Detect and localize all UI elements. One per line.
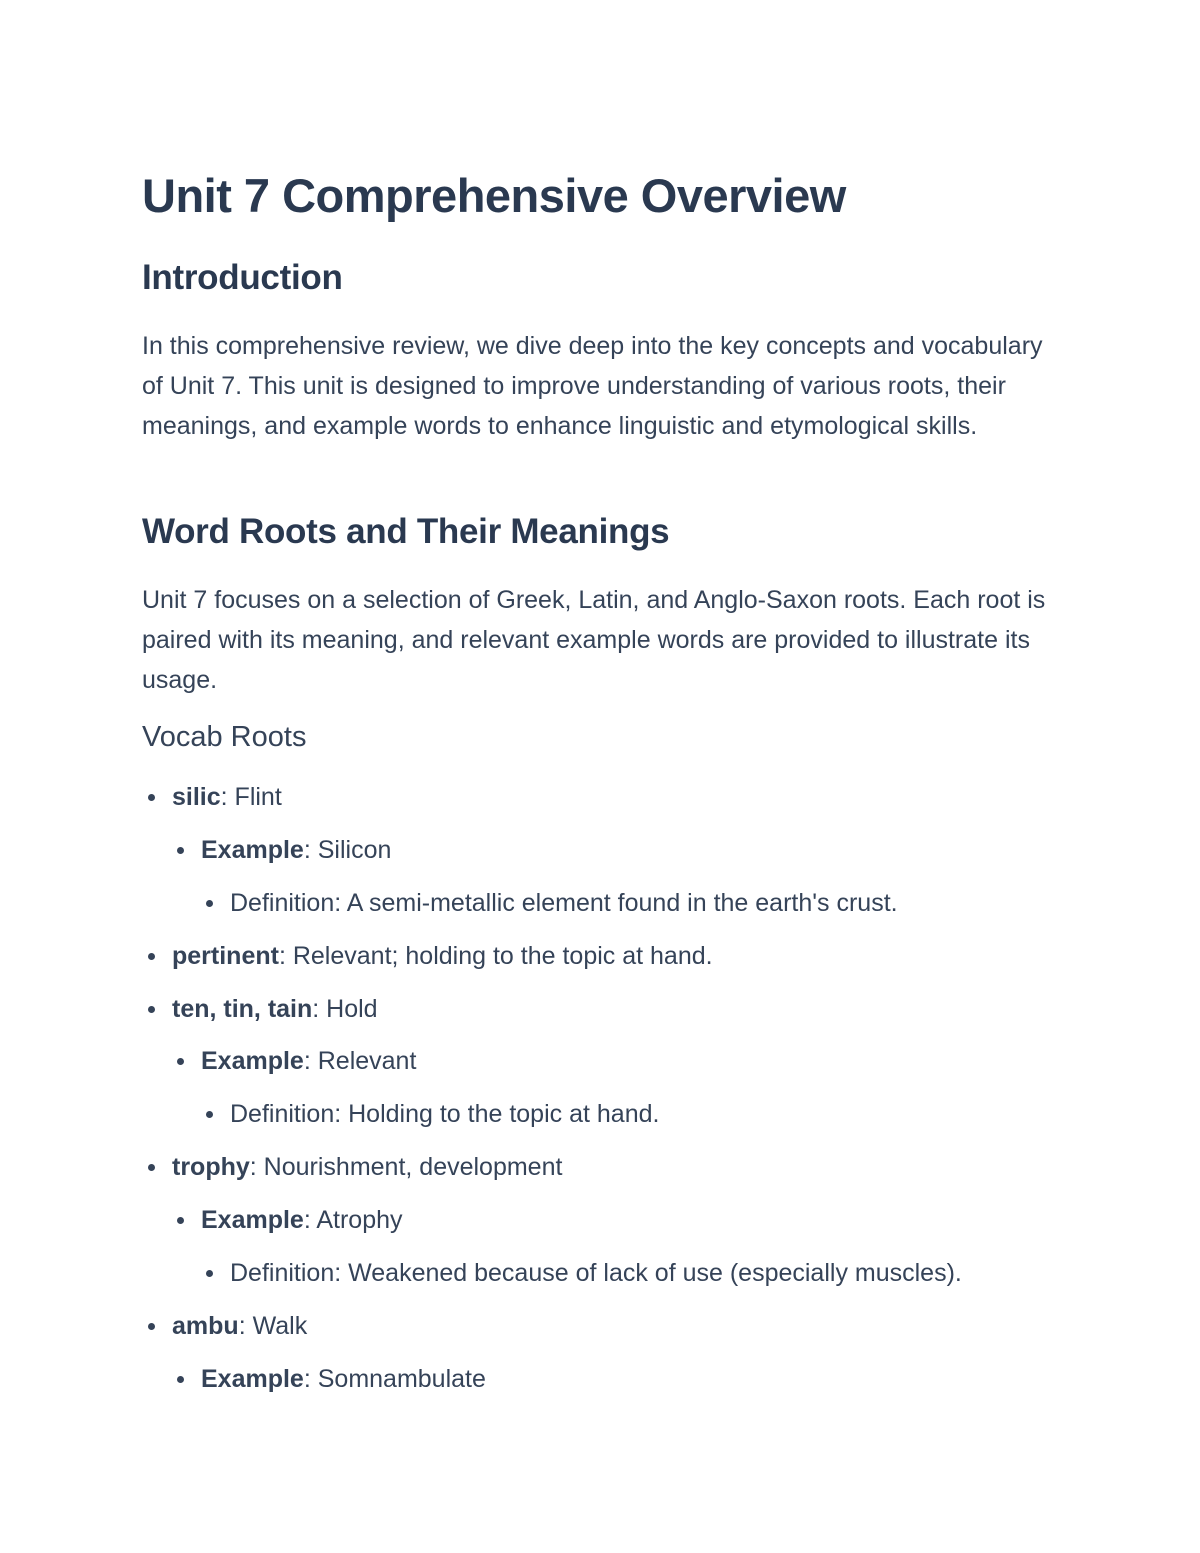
bullet-icon bbox=[206, 1270, 213, 1277]
list-item bbox=[172, 1151, 562, 1183]
example-word: : Somnambulate bbox=[303, 1365, 486, 1393]
bullet-icon bbox=[177, 847, 184, 854]
list-item bbox=[172, 781, 282, 813]
example-label: Example bbox=[201, 1047, 304, 1075]
list-item bbox=[172, 940, 713, 972]
root-term: ambu bbox=[172, 1312, 239, 1340]
list-item bbox=[201, 1045, 416, 1077]
bullet-icon bbox=[206, 900, 213, 907]
root-meaning: : Relevant; holding to the topic at hand. bbox=[278, 942, 713, 970]
introduction-heading: Introduction bbox=[142, 258, 343, 297]
bullet-icon bbox=[148, 794, 155, 801]
root-term: trophy bbox=[172, 1153, 250, 1181]
list-item bbox=[230, 1098, 659, 1130]
list-item bbox=[201, 834, 391, 866]
introduction-paragraph: In this comprehensive review, we dive deep into the key concepts and vocabulary of Unit 7. This unit is designed to improve understanding of various roots, their meanings, and example words to enhance linguistic and etymological skills. bbox=[142, 332, 1043, 440]
definition-text: Definition: Weakened because of lack of use (especially muscles). bbox=[230, 1259, 962, 1287]
example-label: Example bbox=[201, 1365, 304, 1393]
root-meaning: : Walk bbox=[238, 1312, 308, 1340]
list-item bbox=[172, 1310, 307, 1342]
bullet-icon bbox=[148, 1006, 155, 1013]
vocab-roots-subheading: Vocab Roots bbox=[142, 721, 307, 753]
root-term: silic bbox=[172, 783, 221, 811]
root-meaning: : Flint bbox=[220, 783, 282, 811]
example-word: : Relevant bbox=[303, 1047, 417, 1075]
list-item bbox=[172, 993, 378, 1025]
example-label: Example bbox=[201, 836, 304, 864]
list-item bbox=[230, 887, 898, 919]
bullet-icon bbox=[148, 1323, 155, 1330]
root-term: ten, tin, tain bbox=[172, 995, 313, 1023]
list-item bbox=[230, 1257, 962, 1289]
roots-paragraph: Unit 7 focuses on a selection of Greek, Latin, and Anglo-Saxon roots. Each root is paired with its meaning, and relevant example words are provided to illustrate its usage. bbox=[142, 586, 1046, 694]
example-word: : Atrophy bbox=[303, 1206, 403, 1234]
root-meaning: : Hold bbox=[312, 995, 378, 1023]
page-title: Unit 7 Comprehensive Overview bbox=[142, 169, 846, 222]
bullet-icon bbox=[177, 1376, 184, 1383]
bullet-icon bbox=[206, 1111, 213, 1118]
bullet-icon bbox=[148, 1164, 155, 1171]
roots-heading: Word Roots and Their Meanings bbox=[142, 512, 670, 551]
definition-text: Definition: A semi-metallic element found in the earth's crust. bbox=[230, 889, 898, 917]
root-term: pertinent bbox=[172, 942, 279, 970]
example-label: Example bbox=[201, 1206, 304, 1234]
example-word: : Silicon bbox=[303, 836, 392, 864]
definition-text: Definition: Holding to the topic at hand. bbox=[230, 1100, 660, 1128]
bullet-icon bbox=[148, 953, 155, 960]
root-meaning: : Nourishment, development bbox=[249, 1153, 563, 1181]
list-item bbox=[201, 1363, 486, 1395]
list-item bbox=[201, 1204, 403, 1236]
bullet-icon bbox=[177, 1058, 184, 1065]
bullet-icon bbox=[177, 1217, 184, 1224]
